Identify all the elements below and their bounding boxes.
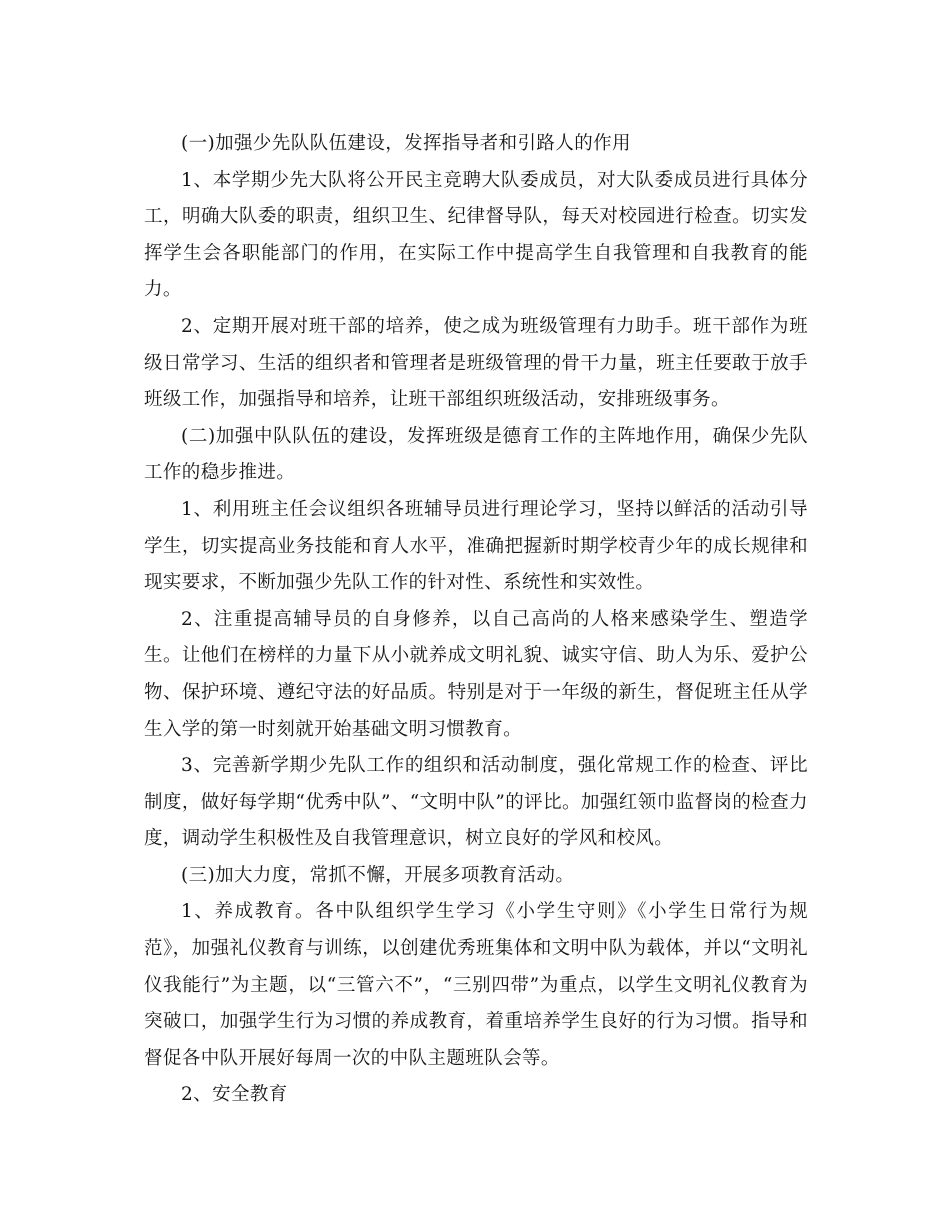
paragraph-3-2: 2、安全教育	[181, 1084, 288, 1106]
paragraph-2-3: 3、完善新学期少先队工作的组织和活动制度，强化常规工作的检查、评比制度，做好每学期“优秀中队”、“文明中队”的评比。加强红领巾监督岗的检查力度，调动学生积极性及自我管理意识，树立良好的学风和校风。	[144, 755, 808, 850]
paragraph-1-1: 1、本学期少先大队将公开民主竞聘大队委成员，对大队委成员进行具体分工，明确大队委的职责，组织卫生、纪律督导队，每天对校园进行检查。切实发挥学生会各职能部门的作用，在实际工作中提高学生自我管理和自我教育的能力。	[144, 169, 808, 301]
section-heading-3: (三)加大力度，常抓不懈，开展多项教育活动。	[181, 864, 575, 886]
section-heading-1: (一)加强少先队队伍建设，发挥指导者和引路人的作用	[181, 133, 631, 154]
paragraph-2-1: 1、利用班主任会议组织各班辅导员进行理论学习，坚持以鲜活的活动引导学生，切实提高业务技能和育人水平，准确把握新时期学校青少年的成长规律和现实要求，不断加强少先队工作的针对性、系统性和实效性。	[144, 498, 808, 594]
paragraph-3-1: 1、养成教育。各中队组织学生学习《小学生守则》《小学生日常行为规范》，加强礼仪教育与训练，以创建优秀班集体和文明中队为载体，并以“文明礼仪我能行”为主题，以“三管六不”，“三别四带”为重点，以学生文明礼仪教育为突破口，加强学生行为习惯的养成教育，着重培养学生良好的行为习惯。指导和督促各中队开展好每周一次的中队主题班队会等。	[144, 901, 808, 1069]
paragraph-2-2: 2、注重提高辅导员的自身修养，以自己高尚的人格来感染学生、塑造学生。让他们在榜样的力量下从小就养成文明礼貌、诚实守信、助人为乐、爱护公物、保护环境、遵纪守法的好品质。特别是对于一年级的新生，督促班主任从学生入学的第一时刻就开始基础文明习惯教育。	[144, 608, 808, 740]
paragraph-1-2: 2、定期开展对班干部的培养，使之成为班级管理有力助手。班干部作为班级日常学习、生活的组织者和管理者是班级管理的骨干力量，班主任要敢于放手班级工作，加强指导和培养，让班干部组织班级活动，安排班级事务。	[144, 315, 808, 411]
document-body	[144, 126, 808, 1114]
section-heading-2: (二)加强中队队伍的建设，发挥班级是德育工作的主阵地作用，确保少先队工作的稳步推进。	[144, 425, 808, 484]
